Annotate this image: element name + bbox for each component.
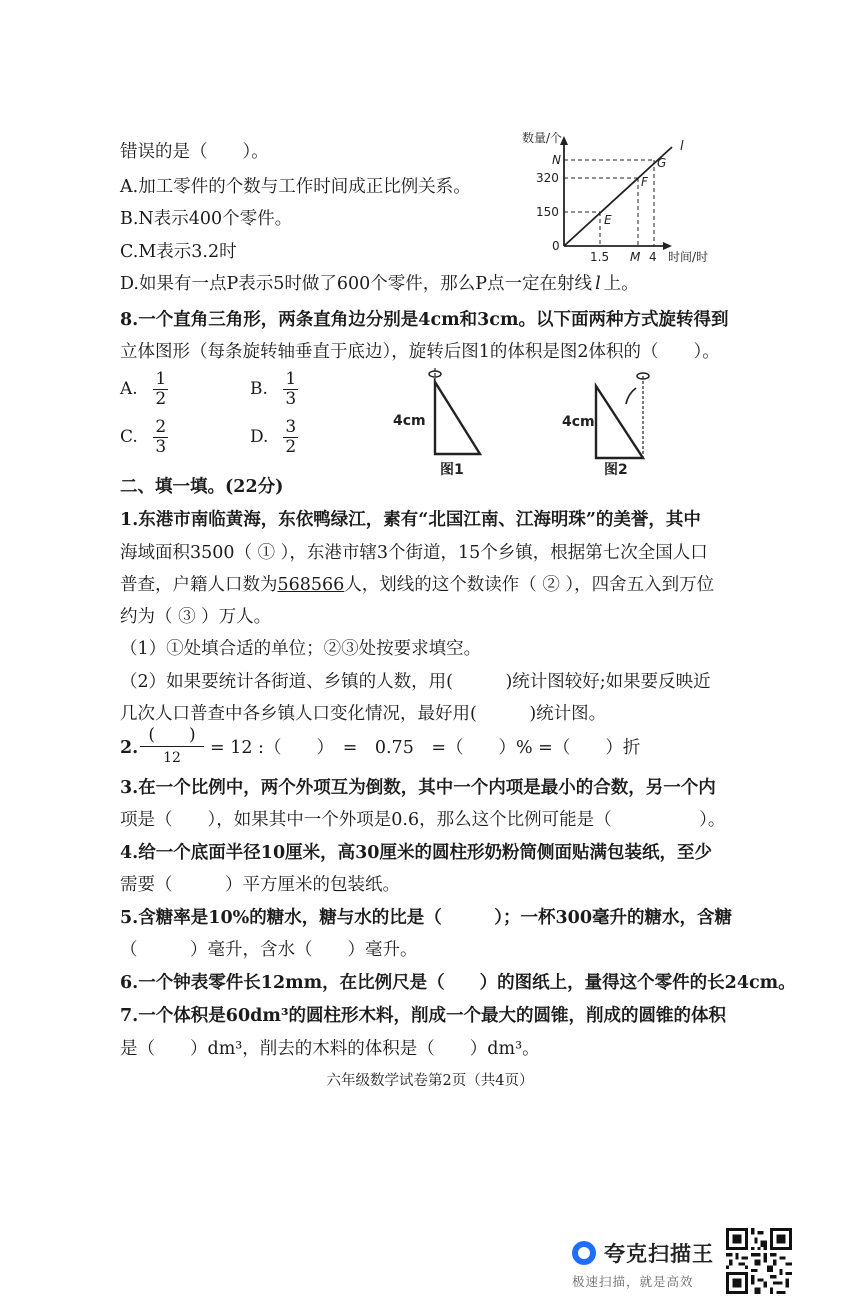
q7-stem-tail: 错误的是（ ）。 <box>120 142 269 162</box>
q8-choice-a-label: A. <box>120 379 138 399</box>
q8-choice-d-label: D. <box>250 427 269 447</box>
s2-q2-fraction-den: 12 <box>163 750 181 766</box>
q7-option-b: B.N表示400个零件。 <box>120 209 293 229</box>
s2-q4-line-1: 4.给一个底面半径10厘米，高30厘米的圆柱形奶粉筒侧面贴满包装纸，至少 <box>120 843 712 863</box>
scanner-watermark <box>572 1234 722 1290</box>
q7-graph <box>520 130 720 265</box>
s2-q3-line-2: 项是（ ），如果其中一个外项是0.6，那么这个比例可能是（ ）。 <box>120 810 726 830</box>
q7-option-d <box>120 272 639 296</box>
q8-figure-1-caption: 图1 <box>440 462 464 478</box>
q8-figure-2 <box>556 364 666 480</box>
q8-choice-d <box>250 418 298 457</box>
s2-q4-line-2: 需要（ ）平方厘米的包装纸。 <box>120 875 400 895</box>
s2-q1-line-3-b: 人，划线的这个数读作（ ② ），四舍五入到万位 <box>344 575 715 595</box>
q8-choice-d-num: 3 <box>285 417 297 437</box>
q8-choice-b-label: B. <box>250 379 268 399</box>
q7-graph-point-e: E <box>604 213 612 227</box>
s2-q2-fraction-num: ( ) <box>140 724 204 747</box>
q8-choice-c <box>120 418 168 457</box>
q7-option-a: A.加工零件的个数与工作时间成正比例关系。 <box>120 177 471 197</box>
s2-q2-fraction <box>140 724 204 769</box>
q7-graph-x-tick-m: M <box>630 250 641 264</box>
s2-q1-line-3 <box>120 573 714 597</box>
s2-q1-sub-2-line-1: （2）如果要统计各街道、乡镇的人数，用( )统计图较好;如果要反映近 <box>120 672 711 692</box>
s2-q1-line-2: 海域面积3500（ ① ），东港市辖3个街道，15个乡镇，根据第七次全国人口 <box>120 543 708 563</box>
s2-q6: 6.一个钟表零件长12mm，在比例尺是（ ）的图纸上，量得这个零件的长24cm。 <box>120 973 796 993</box>
s2-q7-line-2: 是（ ）dm³，削去的木料的体积是（ ）dm³。 <box>120 1039 540 1059</box>
s2-q5-line-1: 5.含糖率是10%的糖水，糖与水的比是（ ）；一杯300毫升的糖水，含糖 <box>120 908 733 928</box>
q8-line-1: 8.一个直角三角形，两条直角边分别是4cm和3cm。以下面两种方式旋转得到 <box>120 310 729 330</box>
q7-option-d-end: 上。 <box>603 274 639 294</box>
q8-choice-c-label: C. <box>120 427 138 447</box>
s2-q1-population: 568566 <box>277 575 345 595</box>
scanner-logo-icon <box>572 1241 596 1265</box>
q7-graph-x-tick-4: 4 <box>649 250 657 264</box>
q8-choice-a-den: 2 <box>155 389 167 409</box>
q8-choice-b-den: 3 <box>285 389 297 409</box>
q7-graph-origin: 0 <box>552 239 560 253</box>
q7-graph-point-g: G <box>657 156 667 170</box>
q8-figure-1-side: 4cm <box>393 413 426 429</box>
q7-graph-line-label: l <box>680 139 684 154</box>
s2-q1-line-3-a: 普查，户籍人口数为 <box>120 575 278 595</box>
q7-graph-point-f: F <box>641 175 648 189</box>
q7-graph-x-axis-label: 时间/时 <box>668 250 709 264</box>
section-2-title: 二、填一填。(22分) <box>120 477 284 497</box>
s2-q1-sub-2-line-2: 几次人口普查中各乡镇人口变化情况，最好用( )统计图。 <box>120 704 607 724</box>
scanner-brand-name: 夸克扫描王 <box>604 1242 714 1266</box>
s2-q1-line-1: 1.东港市南临黄海，东依鸭绿江，素有“北国江南、江海明珠”的美誉，其中 <box>120 510 701 530</box>
q7-option-c: C.M表示3.2时 <box>120 242 237 262</box>
s2-q5-line-2: （ ）毫升，含水（ ）毫升。 <box>120 940 418 960</box>
s2-q2-label: 2. <box>120 738 139 758</box>
s2-q1-line-4: 约为（ ③ ）万人。 <box>120 607 272 627</box>
q8-choice-b <box>250 370 298 409</box>
q8-figure-1 <box>390 364 500 480</box>
q8-line-2: 立体图形（每条旋转轴垂直于底边），旋转后图1的体积是图2体积的（ ）。 <box>120 342 720 362</box>
q7-graph-x-tick-15: 1.5 <box>590 250 610 264</box>
s2-q2-rest: = 12 :（ ） = 0.75 =（ ）% =（ ）折 <box>210 738 641 758</box>
q8-figure-2-side: 4cm <box>562 414 595 430</box>
q7-graph-y-axis-label: 数量/个 <box>522 131 563 145</box>
q8-choice-b-num: 1 <box>285 369 297 389</box>
q8-choice-a <box>120 370 168 409</box>
qr-code-icon <box>726 1228 792 1294</box>
q8-choice-c-num: 2 <box>155 417 167 437</box>
q8-choice-d-den: 2 <box>285 437 297 457</box>
q7-graph-y-tick-n: N <box>552 153 561 167</box>
s2-q3-line-1: 3.在一个比例中，两个外项互为倒数，其中一个内项是最小的合数，另一个内 <box>120 778 716 798</box>
q8-choice-a-num: 1 <box>155 369 167 389</box>
page-footer: 六年级数学试卷第2页（共4页） <box>326 1073 534 1089</box>
s2-q7-line-1: 7.一个体积是60dm³的圆柱形木料，削成一个最大的圆锥，削成的圆锥的体积 <box>120 1006 727 1026</box>
q8-figure-2-caption: 图2 <box>604 462 628 478</box>
q7-ray-label: l <box>595 274 601 294</box>
q8-choice-c-den: 3 <box>155 437 167 457</box>
q7-graph-y-tick-150: 150 <box>536 205 559 219</box>
s2-q1-sub-1: （1）①处填合适的单位；②③处按要求填空。 <box>120 639 482 659</box>
scanner-slogan: 极速扫描，就是高效 <box>572 1274 694 1289</box>
q7-graph-y-tick-320: 320 <box>536 171 559 185</box>
q7-option-d-text: D.如果有一点P表示5时做了600个零件，那么P点一定在射线 <box>120 274 593 294</box>
